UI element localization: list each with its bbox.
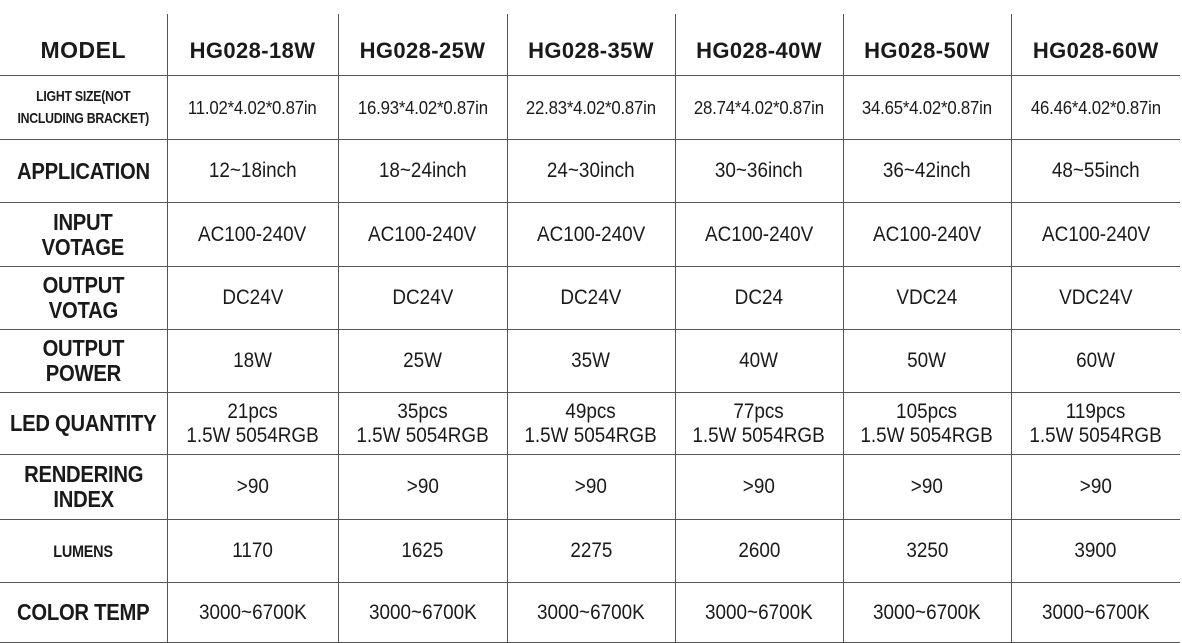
value-cell: [1011, 583, 1180, 643]
row-label-cell: [0, 203, 167, 267]
output-power-value: 18W: [233, 349, 272, 372]
model-name: HG028-18W: [189, 37, 316, 63]
output-power-value: 60W: [1076, 349, 1116, 372]
output-voltage-value: DC24: [734, 286, 784, 309]
value-cell: [843, 140, 1011, 203]
value-cell: [507, 140, 675, 203]
output-voltage-value: DC24V: [392, 286, 453, 309]
input-voltage-value: AC100-240V: [704, 222, 814, 246]
lumens-value: 3900: [1074, 539, 1117, 562]
application-value: 48~55inch: [1051, 159, 1140, 182]
color-temp-value: 3000~6700K: [705, 600, 813, 624]
led-quantity-value: [356, 400, 488, 448]
table-row-led-quantity: [0, 393, 1180, 455]
value-cell: [167, 583, 338, 643]
rendering-index-value: >90: [236, 475, 269, 498]
value-cell: [167, 393, 338, 455]
value-cell: [167, 140, 338, 203]
application-value: 12~18inch: [208, 159, 297, 182]
led-quantity-value: [1030, 400, 1162, 448]
value-cell: [507, 76, 675, 140]
spec-table: [0, 14, 1180, 643]
value-cell: [507, 583, 675, 643]
table-row-lumens: [0, 520, 1180, 583]
model-cell: [507, 14, 675, 76]
led-count: 105pcs: [896, 399, 958, 423]
color-temp-value: 3000~6700K: [873, 600, 981, 624]
row-label-cell: [0, 583, 167, 643]
value-cell: [1011, 393, 1180, 455]
model-label: MODEL: [40, 37, 127, 63]
row-label: LED QUANTITY: [10, 410, 157, 436]
model-cell: [338, 14, 507, 76]
value-cell: [843, 455, 1011, 520]
header-row: [0, 14, 1180, 76]
light-size-value: 34.65*4.02*0.87in: [862, 97, 992, 118]
value-cell: [843, 583, 1011, 643]
value-cell: [167, 203, 338, 267]
value-cell: [338, 455, 507, 520]
led-quantity-value: [186, 400, 318, 448]
value-cell: [675, 583, 843, 643]
value-cell: [1011, 455, 1180, 520]
row-label-cell: [0, 330, 167, 393]
value-cell: [843, 203, 1011, 267]
label-line: INPUT: [53, 208, 113, 235]
value-cell: [338, 267, 507, 330]
input-voltage-value: AC100-240V: [872, 222, 982, 246]
row-label: [17, 86, 149, 130]
value-cell: [338, 140, 507, 203]
led-spec: 1.5W 5054RGB: [860, 423, 994, 447]
output-power-value: 50W: [907, 349, 947, 372]
model-name: HG028-40W: [696, 37, 822, 63]
value-cell: [507, 267, 675, 330]
row-label-cell: [0, 455, 167, 520]
value-cell: [167, 76, 338, 140]
table-row-output-power: [0, 330, 1180, 393]
row-label-cell: [0, 140, 167, 203]
value-cell: [675, 140, 843, 203]
row-label: COLOR TEMP: [17, 599, 150, 625]
value-cell: [167, 520, 338, 583]
value-cell: [338, 520, 507, 583]
value-cell: [843, 76, 1011, 140]
value-cell: [507, 203, 675, 267]
led-spec: 1.5W 5054RGB: [1029, 423, 1162, 447]
row-label: [42, 273, 124, 323]
value-cell: [1011, 76, 1180, 140]
row-label: [42, 210, 124, 260]
led-count: 49pcs: [565, 399, 617, 423]
row-label-cell: [0, 393, 167, 455]
lumens-value: 1170: [232, 539, 273, 562]
input-voltage-value: AC100-240V: [198, 222, 307, 246]
table-row-rendering-index: [0, 455, 1180, 520]
value-cell: [1011, 520, 1180, 583]
row-label-cell: [0, 76, 167, 140]
value-cell: [843, 393, 1011, 455]
value-cell: [1011, 267, 1180, 330]
label-line: OUTPUT: [42, 272, 125, 298]
rendering-index-value: >90: [1079, 475, 1112, 498]
color-temp-value: 3000~6700K: [198, 600, 307, 624]
lumens-value: 3250: [905, 539, 949, 562]
led-count: 77pcs: [733, 399, 785, 423]
rendering-index-value: >90: [406, 475, 439, 498]
table-row-light-size: [0, 76, 1180, 140]
value-cell: [507, 455, 675, 520]
output-voltage-value: VDC24V: [1058, 286, 1133, 309]
led-quantity-value: [861, 400, 993, 448]
model-name: HG028-50W: [864, 37, 990, 63]
light-size-value: 46.46*4.02*0.87in: [1030, 97, 1161, 118]
value-cell: [675, 76, 843, 140]
rendering-index-value: >90: [742, 475, 776, 498]
row-label-cell: [0, 267, 167, 330]
light-size-value: 16.93*4.02*0.87in: [357, 97, 488, 118]
table-row-color-temp: [0, 583, 1180, 643]
led-spec: 1.5W 5054RGB: [186, 423, 319, 447]
output-voltage-value: DC24V: [222, 286, 283, 309]
row-label: [42, 336, 124, 386]
row-label: [24, 462, 143, 512]
led-quantity-value: [525, 400, 657, 448]
model-cell: [1011, 14, 1180, 76]
value-cell: [843, 330, 1011, 393]
value-cell: [675, 330, 843, 393]
output-voltage-value: DC24V: [560, 286, 622, 309]
led-count: 21pcs: [227, 399, 278, 423]
value-cell: [338, 330, 507, 393]
led-spec: 1.5W 5054RGB: [692, 423, 826, 447]
color-temp-value: 3000~6700K: [368, 600, 477, 624]
value-cell: [338, 393, 507, 455]
value-cell: [167, 330, 338, 393]
value-cell: [167, 267, 338, 330]
value-cell: [675, 267, 843, 330]
value-cell: [167, 455, 338, 520]
value-cell: [843, 267, 1011, 330]
value-cell: [675, 520, 843, 583]
label-line: VOTAGE: [42, 233, 125, 260]
led-spec: 1.5W 5054RGB: [356, 423, 489, 447]
lumens-value: 1625: [401, 539, 444, 562]
color-temp-value: 3000~6700K: [1041, 600, 1150, 624]
application-value: 24~30inch: [547, 159, 635, 182]
label-line: INCLUDING BRACKET): [17, 109, 150, 127]
led-quantity-value: [693, 400, 825, 448]
value-cell: [675, 455, 843, 520]
color-temp-value: 3000~6700K: [537, 600, 645, 624]
table-row-output-voltage: [0, 267, 1180, 330]
row-label: APPLICATION: [16, 157, 150, 184]
value-cell: [843, 520, 1011, 583]
light-size-value: 22.83*4.02*0.87in: [526, 97, 656, 118]
led-count: 119pcs: [1065, 399, 1126, 423]
output-power-value: 25W: [403, 349, 442, 372]
light-size-value: 28.74*4.02*0.87in: [694, 97, 824, 118]
value-cell: [507, 393, 675, 455]
model-cell: [167, 14, 338, 76]
lumens-value: 2600: [737, 539, 781, 562]
row-label-cell: [0, 520, 167, 583]
led-spec: 1.5W 5054RGB: [524, 423, 658, 447]
application-value: 18~24inch: [378, 159, 467, 182]
value-cell: [1011, 330, 1180, 393]
input-voltage-value: AC100-240V: [536, 222, 646, 246]
output-power-value: 40W: [739, 349, 779, 372]
label-line: INDEX: [52, 486, 114, 512]
label-line: VOTAG: [48, 297, 118, 323]
model-label-cell: [0, 14, 167, 76]
value-cell: [338, 203, 507, 267]
value-cell: [507, 330, 675, 393]
input-voltage-value: AC100-240V: [368, 222, 477, 246]
label-line: POWER: [45, 360, 121, 386]
output-power-value: 35W: [571, 349, 611, 372]
output-voltage-value: VDC24: [896, 286, 958, 309]
input-voltage-value: AC100-240V: [1041, 222, 1150, 246]
label-line: RENDERING: [23, 461, 143, 487]
model-cell: [843, 14, 1011, 76]
model-name: HG028-35W: [528, 37, 654, 63]
lumens-value: 2275: [569, 539, 613, 562]
value-cell: [1011, 203, 1180, 267]
table-row-input-voltage: [0, 203, 1180, 267]
rendering-index-value: >90: [574, 475, 608, 498]
model-name: HG028-25W: [359, 37, 486, 63]
led-count: 35pcs: [397, 399, 448, 423]
row-label: LUMENS: [53, 541, 113, 561]
label-line: OUTPUT: [42, 335, 125, 361]
value-cell: [338, 76, 507, 140]
model-name: HG028-60W: [1032, 37, 1159, 63]
value-cell: [675, 393, 843, 455]
rendering-index-value: >90: [910, 475, 944, 498]
value-cell: [1011, 140, 1180, 203]
application-value: 36~42inch: [883, 159, 971, 182]
value-cell: [675, 203, 843, 267]
label-line: LIGHT SIZE(NOT: [36, 87, 131, 105]
model-cell: [675, 14, 843, 76]
application-value: 30~36inch: [715, 159, 803, 182]
light-size-value: 11.02*4.02*0.87in: [188, 97, 317, 118]
value-cell: [507, 520, 675, 583]
value-cell: [338, 583, 507, 643]
table-row-application: [0, 140, 1180, 203]
